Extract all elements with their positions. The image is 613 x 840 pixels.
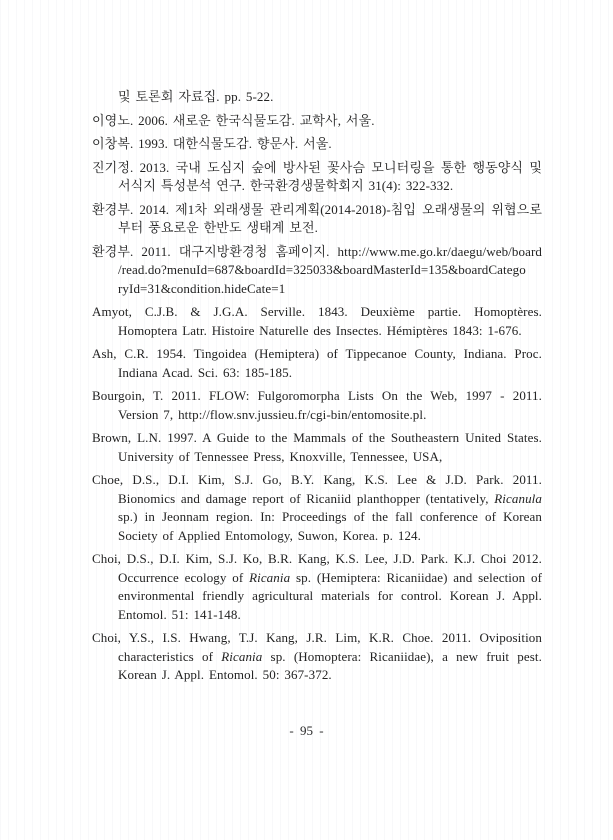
reference-text: sp. (Hemiptera: Ricaniidae) and selection of environmental friendly agricultural materials for control. Korean J. Appl. Entomol. 51: 141-148. — [118, 569, 542, 622]
reference-entry — [92, 471, 542, 545]
reference-text: Bourgoin, T. 2011. FLOW: Fulgoromorpha Lists On the Web, 1997 - 2011. Version 7, http://flow.snv.jussieu.fr/cgi-bin/entomosite.pl. — [92, 388, 542, 422]
species-name-italic: Ricanula — [494, 490, 542, 506]
reference-text: sp. (Homoptera: Ricaniidae), a new fruit pest. Korean J. Appl. Entomol. 50: 367-372. — [118, 648, 542, 682]
reference-entry — [92, 387, 542, 424]
reference-text: 이창복. 1993. 대한식물도감. 향문사. 서울. — [92, 136, 332, 151]
species-name-italic: Ricania — [249, 569, 291, 585]
reference-text: 및 토론회 자료집. pp. 5-22. — [118, 89, 274, 104]
reference-entry — [92, 243, 542, 299]
reference-entry — [92, 88, 542, 107]
reference-entry — [92, 112, 542, 131]
species-name-italic: Ricania — [221, 648, 263, 664]
reference-text: Ash, C.R. 1954. Tingoidea (Hemiptera) of Tippecanoe County, Indiana. Proc. Indiana Acad. Sci. 63: 185-185. — [92, 346, 542, 380]
reference-entry — [92, 303, 542, 340]
reference-entry — [92, 159, 542, 196]
reference-text: Brown, L.N. 1997. A Guide to the Mammals of the Southeastern United States. University of Tennessee Press, Knoxville, Tennessee, USA, — [92, 430, 542, 464]
reference-text: Choi, D.S., D.I. Kim, S.J. Ko, B.R. Kang, K.S. Lee, J.D. Park. K.J. Choi 2012. Occurrence ecology of — [92, 551, 542, 585]
reference-text: 진기정. 2013. 국내 도심지 숲에 방사된 꽃사슴 모니터링을 통한 행동양식 및 서식지 특성분석 연구. 한국환경생물학회지 31(4): 322-332. — [92, 159, 542, 193]
reference-entry — [92, 550, 542, 624]
reference-entry — [92, 345, 542, 382]
reference-entry — [92, 135, 542, 154]
reference-text: Amyot, C.J.B. & J.G.A. Serville. 1843. Deuxième partie. Homoptères. Homoptera Latr. Histoire Naturelle des Insectes. Hémiptères 1843: 1-676. — [92, 304, 542, 338]
page-number: - 95 - — [289, 723, 324, 738]
reference-text: Choi, Y.S., I.S. Hwang, T.J. Kang, J.R. Lim, K.R. Choe. 2011. Oviposition characteristics of — [92, 630, 542, 664]
references-list — [92, 88, 542, 690]
reference-entry — [92, 201, 542, 238]
reference-text: 환경부. 2014. 제1차 외래생물 관리계획(2014-2018)-침입 오래생물의 위협으로 부터 풍요로운 한반도 생태계 보전. — [92, 201, 542, 235]
reference-entry — [92, 629, 542, 685]
reference-text: sp.) in Jeonnam region. In: Proceedings of the fall conference of Korean Society of Applied Entomology, Suwon, Korea. p. 124. — [118, 509, 542, 543]
reference-text: 이영노. 2006. 새로운 한국식물도감. 교학사, 서울. — [92, 112, 375, 128]
reference-entry — [92, 429, 542, 466]
reference-text: Choe, D.S., D.I. Kim, S.J. Go, B.Y. Kang, K.S. Lee & J.D. Park. 2011. Bionomics and damage report of Ricaniid planthopper (tentatively, — [92, 472, 542, 506]
reference-text: 환경부. 2011. 대구지방환경청 홈페이지. http://www.me.go.kr/daegu/web/board /read.do?menuId=687&boardId=325033&boardMasterId=135&boardCatego ryId=31&condition.hideCate=1 — [92, 243, 542, 296]
